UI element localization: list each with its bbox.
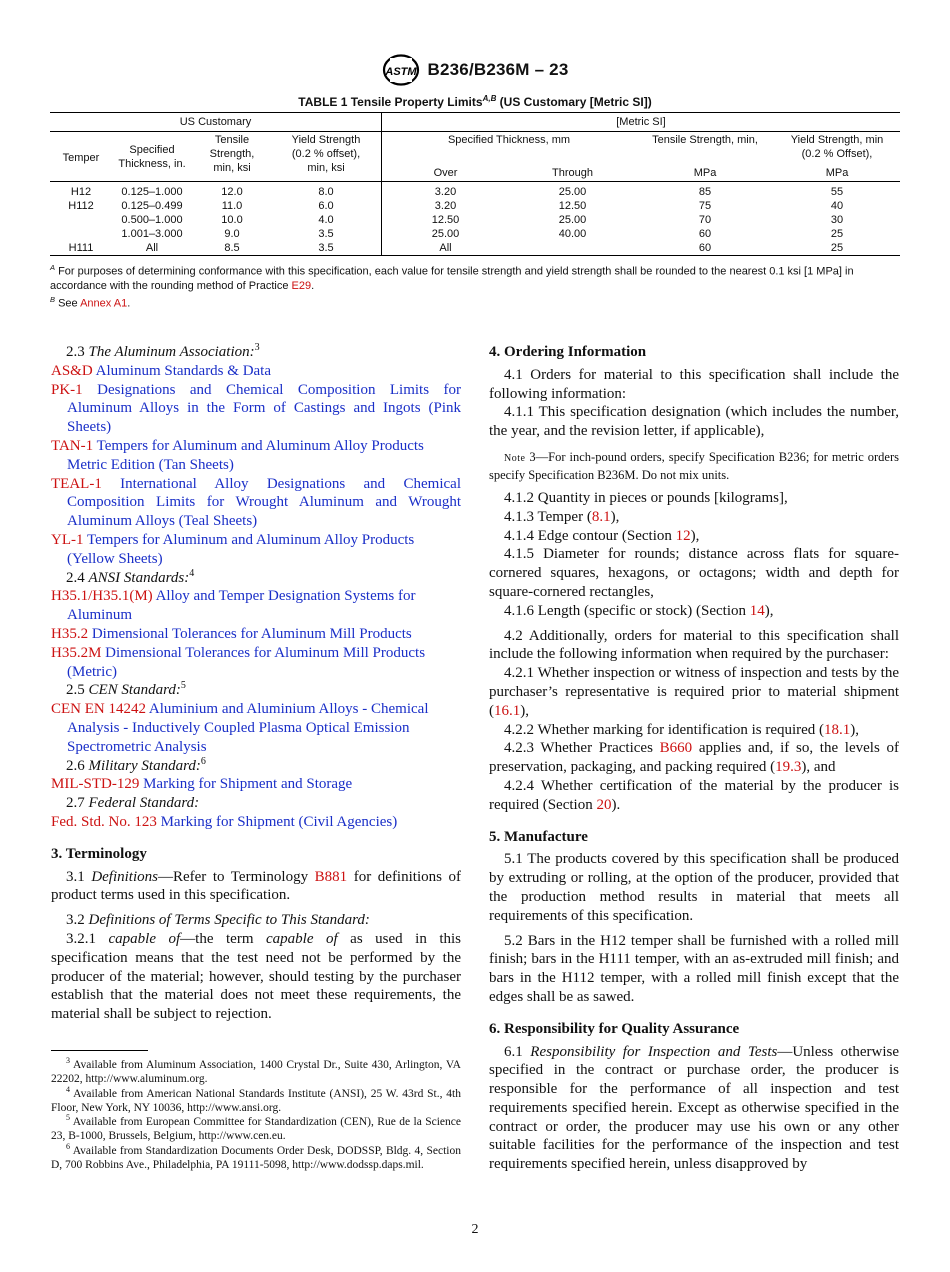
table-cell: 10.0 (221, 214, 243, 226)
header-yield-si-unit: MPa (825, 167, 849, 179)
ref-cen: CEN EN 14242 Aluminium and Aluminium Alloys - Chemical Analysis - Inductively Coupled Plasma Optical Emission Spectrometric Analysis (51, 701, 429, 755)
table-cell: 40.00 (558, 228, 587, 240)
link-section-14[interactable]: 14 (749, 602, 765, 619)
teal1-link[interactable]: TEAL-1 (51, 475, 102, 492)
section-2-3-heading: 2.3 The Aluminum Association:$^3$ (66, 342, 260, 360)
astm-logo-icon (382, 53, 420, 87)
table-cell: 0.125–1.000 (121, 186, 183, 198)
tensile-property-table (50, 112, 900, 256)
table-cell: 25.00 (558, 214, 587, 226)
ref-h352: H35.2 Dimensional Tolerances for Aluminum Mill Products (51, 625, 412, 642)
practice-e29-link[interactable]: E29 (291, 279, 312, 292)
footnote-rule (51, 1050, 148, 1051)
ref-teal1: TEAL-1 International Alloy Designations and Chemical Composition Limits for Wrought Aluminum and Wrought Aluminum Alloys (Teal Sheets) (51, 475, 461, 530)
table-footnote-a: $^A$ For purposes of determining conformance with this specification, each value for tensile strength and yield strength shall be rounded to the nearest 0.1 ksi [1 MPa] in accordance with the rounding method of Practice E29. (50, 263, 854, 292)
right-column (489, 343, 899, 1174)
para-5-1: 5.1 The products covered by this specification shall be produced by extruding or rolling, at the option of the producer, provided that the production method results in material that meets all requirements of this specification. (489, 851, 899, 924)
footnote-4: $^4$ Available from American National Standards Institute (ANSI), 25 W. 43rd St., 4th Floor, New York, NY 10036, http://www.ansi.org. (51, 1084, 461, 1114)
link-16-1[interactable]: 16.1 (494, 702, 521, 719)
link-19-3[interactable]: 19.3 (775, 759, 802, 776)
group-header-si: [Metric SI] (382, 113, 900, 132)
section-2-5-heading: 2.5 CEN Standard:$^5$ (66, 680, 186, 699)
header-tensile: Tensile Strength, min, ksi (209, 134, 255, 174)
ref-mil: MIL-STD-129 Marking for Shipment and Storage (51, 776, 353, 793)
pk1-link[interactable]: PK-1 (51, 381, 83, 398)
header-tensile-si: Tensile Strength, min, (652, 134, 758, 146)
link-18-1[interactable]: 18.1 (824, 721, 851, 738)
para-6-1: 6.1 Responsibility for Inspection and Tests—Unless otherwise specified in the contract or purchase order, the producer is responsible for the performance of all inspection and test requirements specified herein. Except as otherwise specified in the contract or order, the producer may use his own or any other suitable facilities for the performance of the inspection and test requirements specified herein, unless disapproved by (489, 1043, 899, 1173)
para-4-1-5: 4.1.5 Diameter for rounds; distance across flats for square-cornered squares, hexagons, or octagons; width and depth for square-cornered rectangles, (489, 546, 899, 600)
table-footnotes (50, 261, 900, 310)
para-4-2-4: 4.2.4 Whether certification of the material by the producer is required (Section 20). (489, 777, 899, 813)
table-cell: 25 (830, 228, 844, 240)
fed-link[interactable]: Fed. Std. No. 123 (51, 813, 157, 830)
table-footnote-b: $^B$ See Annex A1. (50, 294, 131, 310)
cen-link[interactable]: CEN EN 14242 (51, 701, 146, 718)
table-cell: 75 (698, 200, 712, 212)
para-5-2: 5.2 Bars in the H12 temper shall be furnished with a rolled mill finish; bars in the H111 temper, with an as-extruded mill finish; and bars in the H112 temper, with a rolled mill finish except that the edges shall be as sawed. (489, 932, 899, 1005)
table-cell: 25.00 (431, 228, 460, 240)
table-cell: 40 (830, 200, 844, 212)
annex-a1-link[interactable]: Annex A1 (80, 297, 128, 310)
ref-tan1: TAN-1 Tempers for Aluminum and Aluminum Alloy Products Metric Edition (Tan Sheets) (51, 437, 424, 473)
table-cell: 55 (830, 186, 844, 198)
table-cell: H111 (68, 242, 94, 254)
left-column (51, 343, 461, 1024)
table-cell: 8.0 (318, 186, 334, 198)
table-cell: 4.0 (318, 214, 334, 226)
table-cell: 6.0 (318, 200, 334, 212)
note-3: Note 3—For inch-pound orders, specify Specification B236; for metric orders specify Specification B236M. Do not mix units. (489, 449, 899, 482)
ref-fed: Fed. Std. No. 123 Marking for Shipment (Civil Agencies) (51, 813, 398, 830)
svg-text:ASTM: ASTM (384, 66, 417, 78)
table-cell: 12.50 (558, 200, 587, 212)
page-number: 2 (471, 1222, 479, 1237)
para-4-1-1: 4.1.1 This specification designation (which includes the number, the year, and the revision letter, if applicable), (489, 404, 899, 440)
header-temper: Temper (62, 152, 100, 164)
section-4-heading: 4. Ordering Information (489, 344, 647, 360)
ref-yl1: YL-1 Tempers for Aluminum and Aluminum Alloy Products (Yellow Sheets) (51, 531, 415, 567)
page-header (0, 53, 950, 87)
ref-asd: AS&D Aluminum Standards & Data (51, 362, 272, 379)
table-cell: 3.5 (318, 242, 334, 254)
table-cell: All (439, 242, 452, 254)
header-thickness-mm: Specified Thickness, mm (447, 134, 571, 146)
table-cell: 3.5 (318, 228, 334, 240)
table-cell: 12.0 (221, 186, 243, 198)
h352m-link[interactable]: H35.2M (51, 644, 102, 661)
table-cell: 8.5 (224, 242, 240, 254)
para-3-2: 3.2 Definitions of Terms Specific to This Standard: (66, 912, 370, 929)
section-6-heading: 6. Responsibility for Quality Assurance (489, 1020, 740, 1037)
para-4-2-1: 4.2.1 Whether inspection or witness of inspection and tests by the purchaser’s representative is required prior to material shipment (16.1), (489, 665, 899, 719)
footnote-5: $^5$ Available from European Committee for Standardization (CEN), Rue de la Science 23, B-1000, Brussels, Belgium, http://www.cen.eu. (51, 1113, 461, 1142)
footnotes (51, 1058, 461, 1172)
header-over: Over (433, 167, 458, 179)
section-2-6-heading: 2.6 Military Standard:$^6$ (66, 755, 206, 774)
link-section-20[interactable]: 20 (596, 796, 612, 813)
group-header-us: US Customary (50, 113, 381, 132)
para-4-2-2: 4.2.2 Whether marking for identification is required (18.1), (504, 721, 860, 738)
ref-pk1: PK-1 Designations and Chemical Composition Limits for Aluminum Alloys in the Form of Castings and Ingots (Pink Sheets) (51, 381, 461, 436)
h351-link[interactable]: H35.1/H35.1(M) (51, 588, 153, 605)
footnote-6: $^6$ Available from Standardization Documents Order Desk, DODSSP, Bldg. 4, Section D, 700 Robbins Ave., Philadelphia, PA 19111-5098, http://www.dodssp.daps.mil. (51, 1141, 461, 1171)
header-rule (50, 181, 900, 182)
ref-h352m: H35.2M Dimensional Tolerances for Aluminum Mill Products (Metric) (51, 644, 426, 680)
header-yield-si: Yield Strength, min (0.2 % Offset), (790, 134, 884, 160)
table-cell: 9.0 (224, 228, 240, 240)
para-4-1-3: 4.1.3 Temper (8.1), (504, 508, 620, 525)
section-5-heading: 5. Manufacture (489, 828, 588, 845)
h352-link[interactable]: H35.2 (51, 625, 89, 642)
table-cell: 0.500–1.000 (121, 214, 183, 226)
table-cell: 11.0 (221, 200, 243, 212)
header-tensile-si-unit: MPa (693, 167, 717, 179)
para-4-2: 4.2 Additionally, orders for material to this specification shall include the following information when required by the purchaser: (489, 627, 899, 663)
para-4-2-3: 4.2.3 Whether Practices B660 applies and, if so, the levels of preservation, packaging, and packing required (19.3), and (489, 740, 899, 776)
link-8-1[interactable]: 8.1 (591, 508, 611, 525)
table-cell: 85 (698, 186, 712, 198)
header-yield: Yield Strength (0.2 % offset), min, ksi (291, 134, 361, 174)
table-cell: 70 (698, 214, 712, 226)
section-2-4-heading: 2.4 ANSI Standards:$^4$ (66, 567, 195, 586)
yl1-link[interactable]: YL-1 (51, 531, 84, 548)
table-cell: H112 (68, 200, 94, 212)
section-2-7-heading: 2.7 Federal Standard: (66, 795, 200, 812)
header-through: Through (552, 167, 593, 179)
table-title: TABLE 1 Tensile Property Limits$^{A,B}$ (US Customary [Metric SI]) (298, 94, 652, 109)
para-4-1-2: 4.1.2 Quantity in pieces or pounds [kilograms], (504, 489, 788, 506)
b881-link[interactable]: B881 (314, 868, 348, 885)
para-4-1-6: 4.1.6 Length (specific or stock) (Section 14), (504, 602, 774, 619)
header-specified-thickness: Specified Thickness, in. (118, 144, 186, 170)
standard-designation: B236/B236M – 23 (427, 60, 569, 79)
asd-link[interactable]: AS&D (51, 362, 93, 379)
table-cell: 1.001–3.000 (121, 228, 183, 240)
table-cell: 3.20 (434, 186, 457, 198)
table-cell: 60 (698, 228, 712, 240)
footnote-3: $^3$ Available from Aluminum Association, 1400 Crystal Dr., Suite 430, Arlington, VA 22202, http://www.aluminum.org. (51, 1056, 461, 1085)
table-cell: 25.00 (558, 186, 587, 198)
para-3-1: 3.1 Definitions—Refer to Terminology B881 for definitions of product terms used in this specification. (51, 868, 461, 904)
table-cell: 25 (830, 242, 844, 254)
link-b660[interactable]: B660 (659, 740, 693, 757)
para-4-1: 4.1 Orders for material to this specification shall include the following information: (489, 366, 899, 402)
para-3-2-1: 3.2.1 capable of—the term capable of as used in this specification means that the test need not be performed by the producer of the material; however, should testing by the purchaser establish that the material does not meet these requirements, the material shall be subject to rejection. (51, 930, 461, 1023)
table-cell: All (145, 242, 159, 254)
table-cell: H12 (70, 186, 92, 198)
ref-h351: H35.1/H35.1(M) Alloy and Temper Designation Systems for Aluminum (51, 588, 416, 624)
table-cell: 30 (830, 214, 844, 226)
table-cell: 0.125–0.499 (121, 200, 183, 212)
tan1-link[interactable]: TAN-1 (51, 437, 94, 454)
mil-link[interactable]: MIL-STD-129 (51, 776, 140, 793)
section-3-heading: 3. Terminology (51, 845, 147, 862)
table-cell: 12.50 (431, 214, 460, 226)
link-section-12[interactable]: 12 (675, 527, 691, 544)
table-cell: 60 (698, 242, 712, 254)
para-4-1-4: 4.1.4 Edge contour (Section 12), (504, 527, 700, 544)
table-cell: 3.20 (434, 200, 457, 212)
